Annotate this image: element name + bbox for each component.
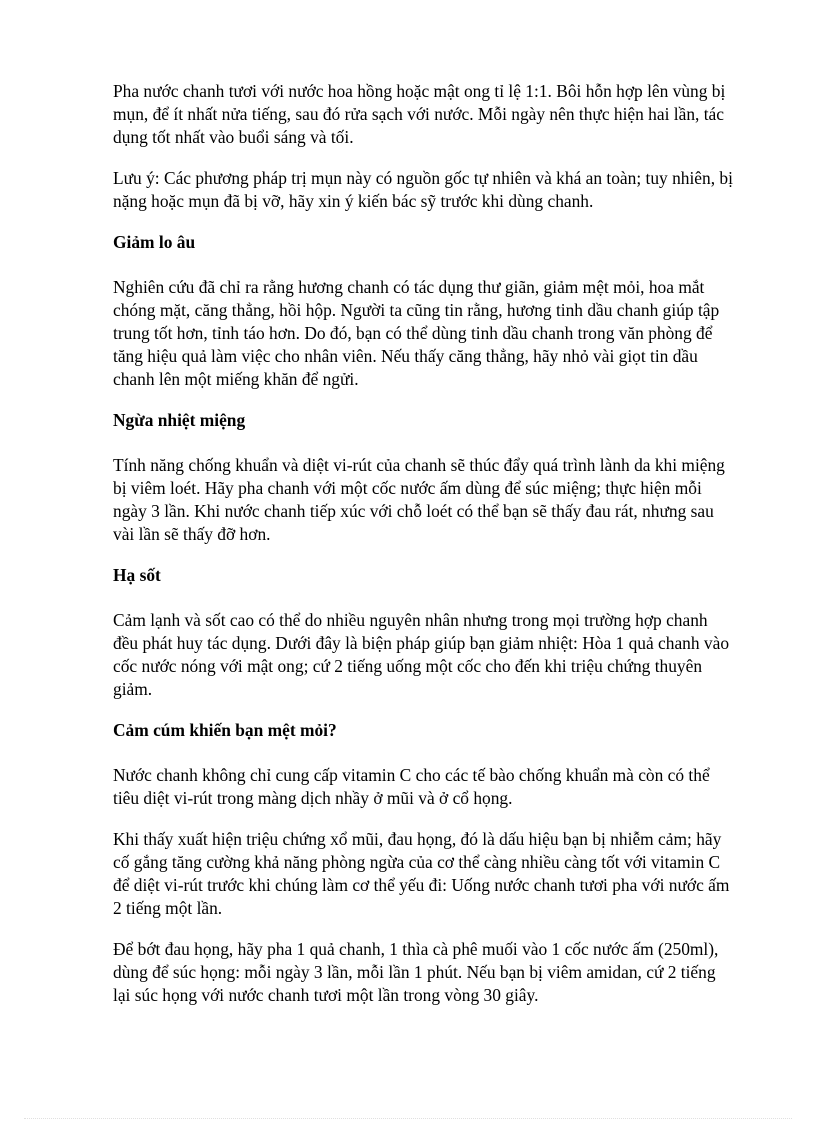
paragraph-vitamin-c: Nước chanh không chỉ cung cấp vitamin C cho các tế bào chống khuẩn mà còn có thể tiêu diệt vi-rút trong màng dịch nhầy ở mũi và ở cổ họng. [113, 765, 710, 808]
heading-reduce-anxiety: Giảm lo âu [113, 232, 196, 252]
paragraph-lemon-rosewater-acne: Pha nước chanh tươi với nước hoa hồng hoặc mật ong tỉ lệ 1:1. Bôi hỗn hợp lên vùng bị mụn, để ít nhất nửa tiếng, sau đó rửa sạch với nước. Mỗi ngày nên thực hiện hai lần, tác dụng tốt nhất vào buổi sáng và tối. [113, 81, 726, 147]
paragraph-note-acne-caution: Lưu ý: Các phương pháp trị mụn này có nguồn gốc tự nhiên và khá an toàn; tuy nhiên, bị nặng hoặc mụn đã bị vỡ, hãy xin ý kiến bác sỹ trước khi dùng chanh. [113, 168, 733, 211]
heading-mouth-ulcer: Ngừa nhiệt miệng [113, 410, 246, 430]
paragraph-reduce-anxiety: Nghiên cứu đã chỉ ra rằng hương chanh có tác dụng thư giãn, giảm mệt mỏi, hoa mắt chóng mặt, căng thẳng, hồi hộp. Người ta cũng tin rằng, hương tinh dầu chanh giúp tập trung tốt hơn, tỉnh táo hơn. Do đó, bạn có thể dùng tinh dầu chanh trong văn phòng để tăng hiệu quả làm việc cho nhân viên. Nếu thấy căng thẳng, hãy nhỏ vài giọt tin dầu chanh lên một miếng khăn để ngửi. [113, 277, 720, 389]
heading-reduce-fever: Hạ sốt [113, 565, 161, 585]
paragraph-reduce-fever: Cảm lạnh và sốt cao có thể do nhiều nguyên nhân nhưng trong mọi trường hợp chanh đều phát huy tác dụng. Dưới đây là biện pháp giúp bạn giảm nhiệt: Hòa 1 quả chanh vào cốc nước nóng với mật ong; cứ 2 tiếng uống một cốc cho đến khi triệu chứng thuyên giảm. [113, 610, 730, 699]
paragraph-mouth-ulcer: Tính năng chống khuẩn và diệt vi-rút của chanh sẽ thúc đẩy quá trình lành da khi miệng bị viêm loét. Hãy pha chanh với một cốc nước ấm dùng để súc miệng; thực hiện mỗi ngày 3 lần. Khi nước chanh tiếp xúc với chỗ loét có thể bạn sẽ thấy đau rát, nhưng sau vài lần sẽ thấy đỡ hơn. [113, 455, 725, 544]
document-body [113, 80, 733, 1025]
page-bottom-divider [24, 1118, 792, 1119]
paragraph-sore-throat: Để bớt đau họng, hãy pha 1 quả chanh, 1 thìa cà phê muối vào 1 cốc nước ấm (250ml), dùng để súc họng: mỗi ngày 3 lần, mỗi lần 1 phút. Nếu bạn bị viêm amidan, cứ 2 tiếng lại súc họng với nước chanh tươi một lần trong vòng 30 giây. [113, 939, 719, 1005]
heading-flu-fatigue: Cảm cúm khiến bạn mệt mỏi? [113, 720, 337, 740]
paragraph-cold-symptoms: Khi thấy xuất hiện triệu chứng xổ mũi, đau họng, đó là dấu hiệu bạn bị nhiễm cảm; hãy cố gắng tăng cường khả năng phòng ngừa của cơ thể càng nhiều càng tốt với vitamin C để diệt vi-rút trước khi chúng làm cơ thể yếu đi: Uống nước chanh tươi pha với nước ấm 2 tiếng một lần. [113, 829, 730, 918]
